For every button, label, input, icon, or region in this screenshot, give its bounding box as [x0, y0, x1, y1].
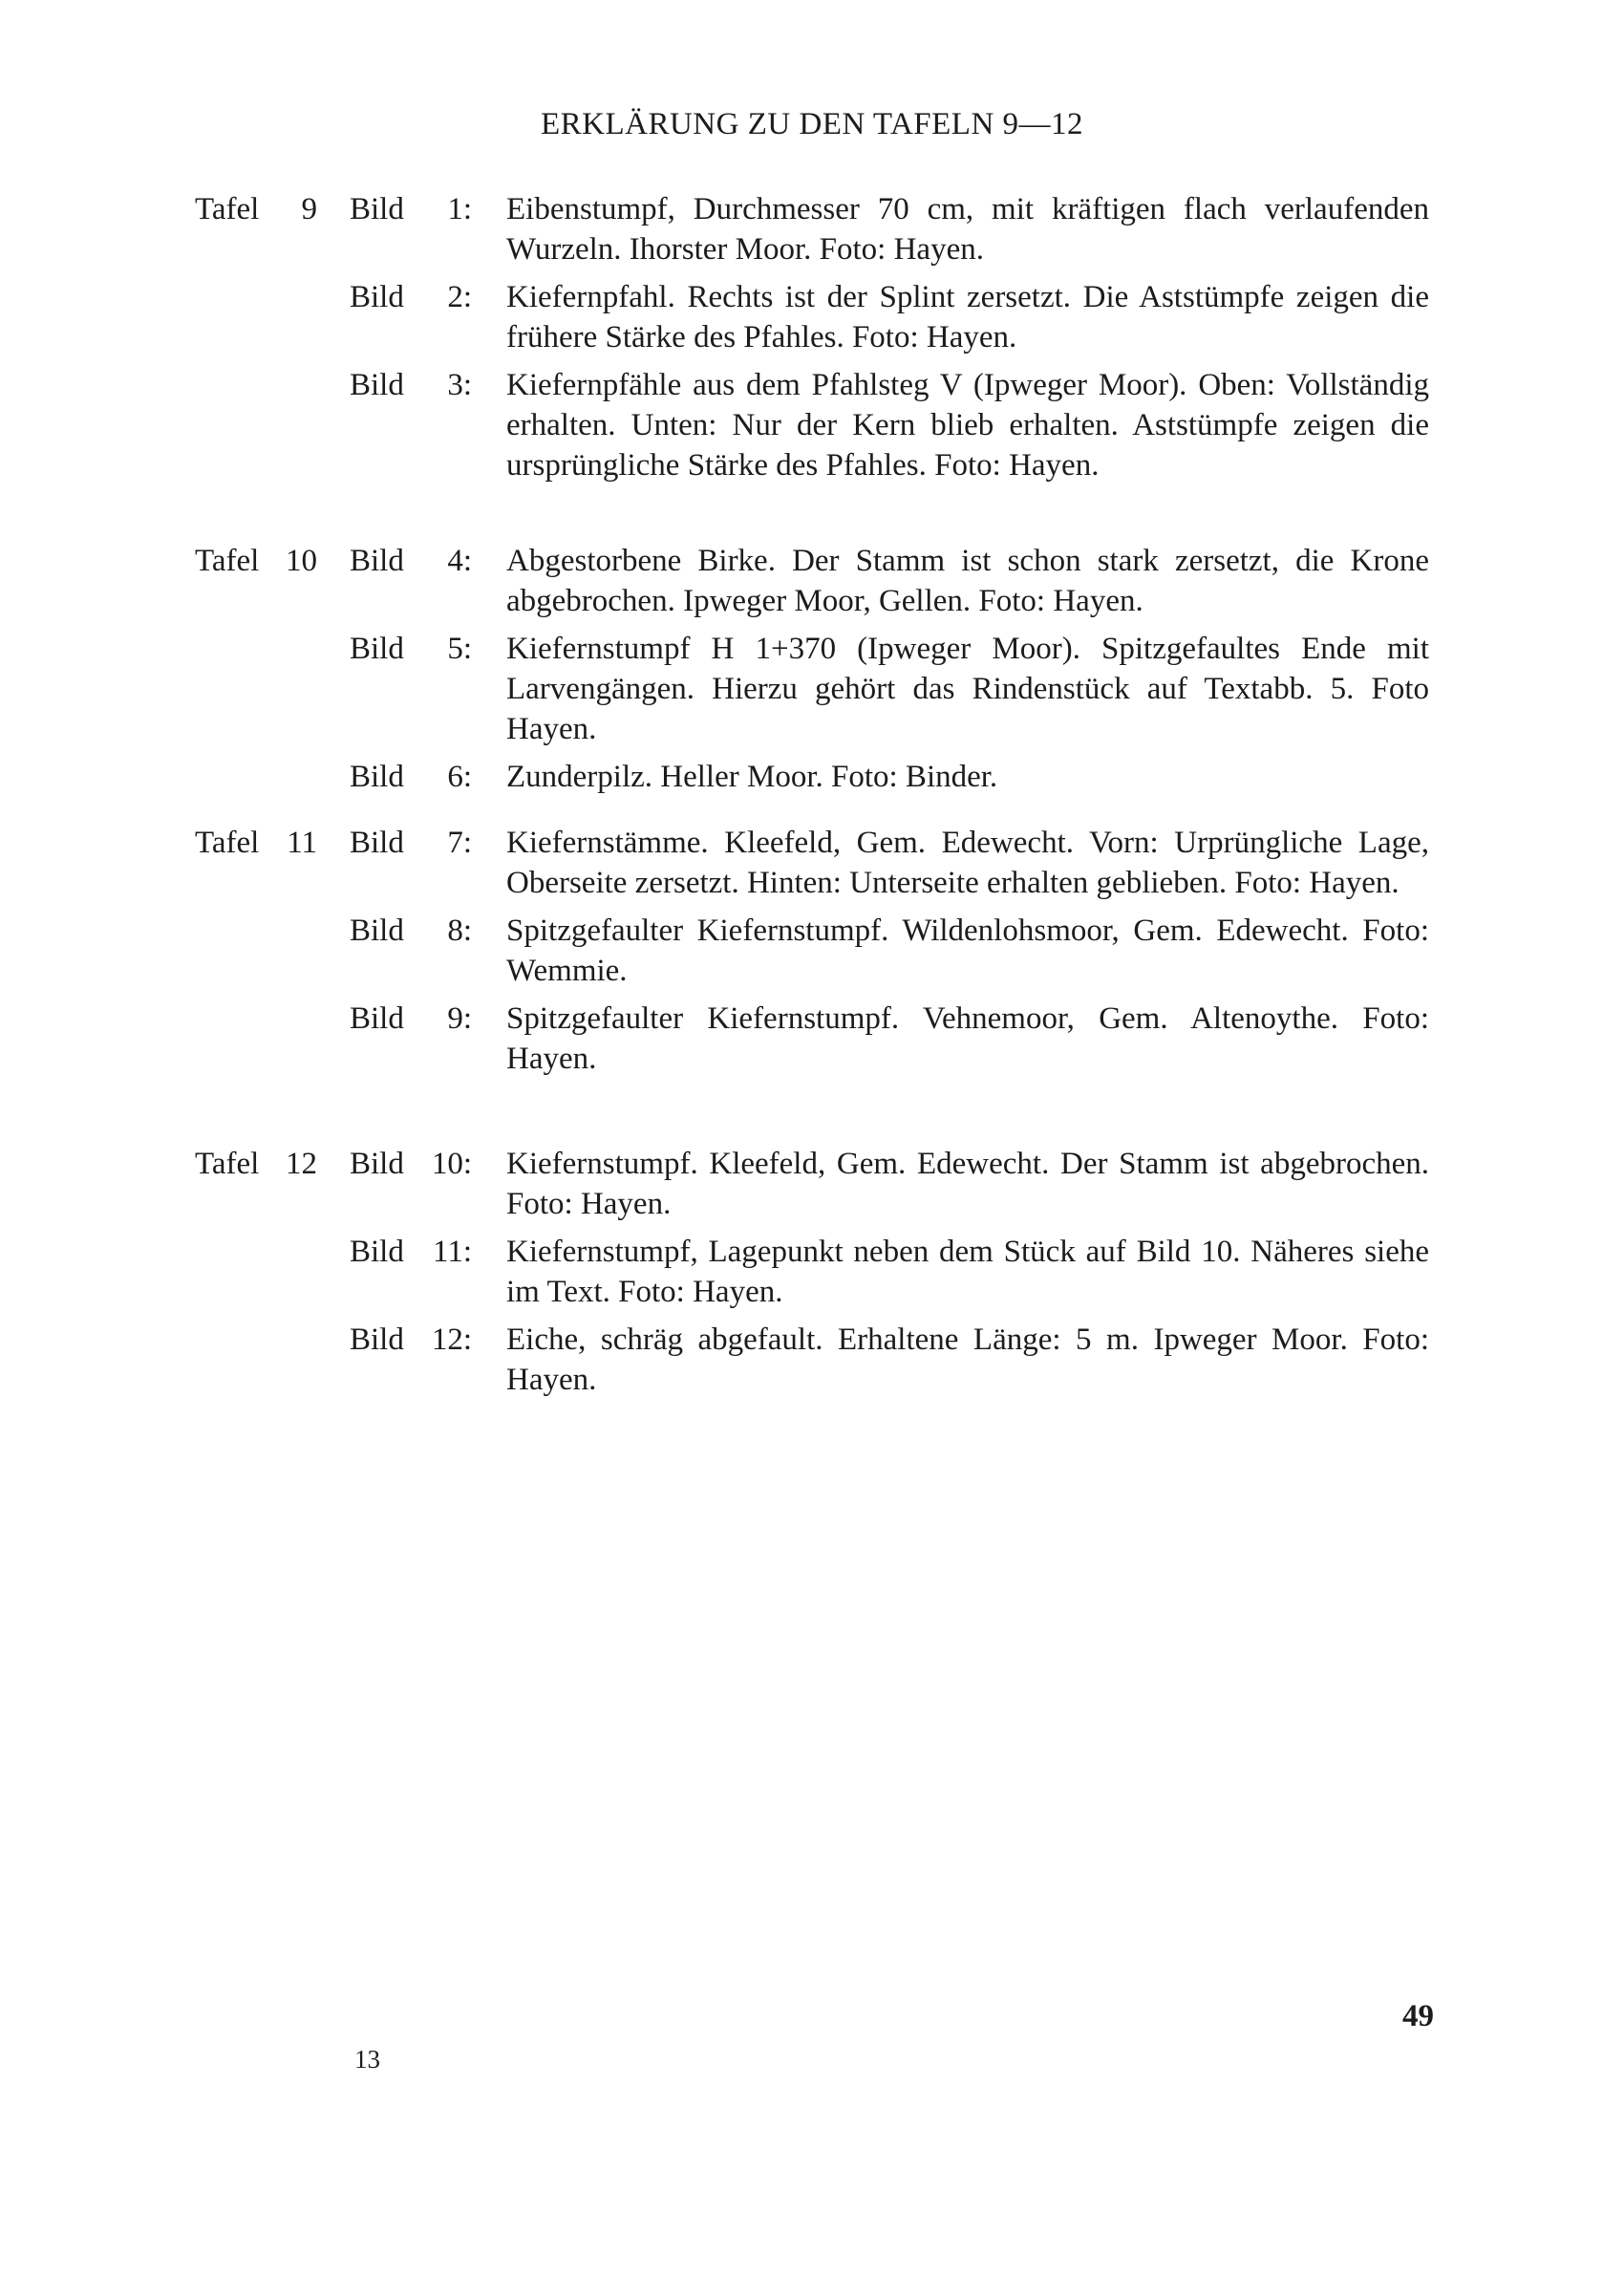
bild-label: Bild	[350, 760, 404, 794]
entry-text: Kiefernstämme. Kleefeld, Gem. Edewecht. Vorn: Urprüngliche Lage, Oberseite zersetzt. Hinten: Unterseite erhalten geblieben. Foto: Hayen.	[506, 826, 1429, 900]
bild-number: 2:	[447, 280, 472, 314]
entry-bild-12	[0, 1320, 1624, 1400]
bild-label: Bild	[350, 544, 404, 578]
entry-text: Eibenstumpf, Durchmesser 70 cm, mit kräftigen flach verlaufenden Wurzeln. Ihorster Moor. Foto: Hayen.	[506, 192, 1429, 267]
tafel-group-9	[0, 189, 1624, 493]
bild-number: 4:	[447, 544, 472, 578]
entry-bild-4	[0, 541, 1624, 621]
entry-text: Kiefernpfähle aus dem Pfahlsteg V (Ipweger Moor). Oben: Vollständig erhalten. Unten: Nur der Kern blieb erhalten. Aststümpfe zeigen die ursprüngliche Stärke des Pfahles. Foto: Hayen.	[506, 368, 1429, 483]
entry-text: Abgestorbene Birke. Der Stamm ist schon stark zersetzt, die Krone abgebrochen. Ipweger Moor, Gellen. Foto: Hayen.	[506, 544, 1429, 618]
entry-text: Eiche, schräg abgefault. Erhaltene Länge: 5 m. Ipweger Moor. Foto: Hayen.	[506, 1322, 1429, 1397]
entry-text: Spitzgefaulter Kiefernstumpf. Wildenlohsmoor, Gem. Edewecht. Foto: Wemmie.	[506, 914, 1429, 988]
entry-bild-1	[0, 189, 1624, 269]
entry-bild-7	[0, 823, 1624, 903]
bild-label: Bild	[350, 1001, 404, 1036]
tafel-number: 10	[286, 544, 317, 578]
entry-bild-8	[0, 911, 1624, 991]
entry-bild-9	[0, 999, 1624, 1079]
entry-bild-11	[0, 1232, 1624, 1312]
bild-label: Bild	[350, 1147, 404, 1181]
tafel-label: Tafel	[195, 1147, 260, 1181]
signature-mark: 13	[354, 2045, 380, 2074]
bild-number: 10:	[431, 1147, 472, 1181]
tafel-group-12	[0, 1144, 1624, 1408]
tafel-label: Tafel	[195, 826, 260, 860]
entry-bild-2	[0, 277, 1624, 357]
bild-label: Bild	[350, 826, 404, 860]
entry-bild-10	[0, 1144, 1624, 1224]
bild-number: 1:	[447, 192, 472, 226]
entry-bild-3	[0, 365, 1624, 485]
bild-label: Bild	[350, 1322, 404, 1357]
tafel-number: 12	[286, 1147, 317, 1181]
bild-number: 5:	[447, 632, 472, 666]
tafel-group-11	[0, 823, 1624, 1086]
tafel-label: Tafel	[195, 192, 260, 226]
entry-bild-5	[0, 629, 1624, 749]
entry-bild-6	[0, 757, 1624, 797]
bild-number: 3:	[447, 368, 472, 402]
bild-label: Bild	[350, 914, 404, 948]
tafel-label: Tafel	[195, 544, 260, 578]
entry-text: Zunderpilz. Heller Moor. Foto: Binder.	[506, 760, 998, 794]
entry-text: Spitzgefaulter Kiefernstumpf. Vehnemoor, Gem. Altenoythe. Foto: Hayen.	[506, 1001, 1429, 1076]
entry-text: Kiefernstumpf. Kleefeld, Gem. Edewecht. Der Stamm ist abgebrochen. Foto: Hayen.	[506, 1147, 1429, 1221]
bild-number: 7:	[447, 826, 472, 860]
entry-text: Kiefernstumpf, Lagepunkt neben dem Stück auf Bild 10. Näheres siehe im Text. Foto: Hayen.	[506, 1235, 1429, 1309]
page-title: ERKLÄRUNG ZU DEN TAFELN 9—12	[540, 107, 1084, 141]
bild-number: 11:	[433, 1235, 472, 1269]
tafel-number: 11	[287, 826, 317, 860]
bild-number: 6:	[447, 760, 472, 794]
entry-text: Kiefernstumpf H 1+370 (Ipweger Moor). Spitzgefaultes Ende mit Larvengängen. Hierzu gehört das Rindenstück auf Textabb. 5. Foto Hayen.	[506, 632, 1429, 746]
bild-number: 8:	[447, 914, 472, 948]
page-number: 49	[1402, 1999, 1434, 2033]
bild-number: 12:	[431, 1322, 472, 1357]
bild-label: Bild	[350, 632, 404, 666]
bild-label: Bild	[350, 192, 404, 226]
tafel-group-10	[0, 541, 1624, 805]
bild-label: Bild	[350, 280, 404, 314]
bild-number: 9:	[447, 1001, 472, 1036]
bild-label: Bild	[350, 1235, 404, 1269]
tafel-number: 9	[301, 192, 317, 226]
bild-label: Bild	[350, 368, 404, 402]
entry-text: Kiefernpfahl. Rechts ist der Splint zersetzt. Die Aststümpfe zeigen die frühere Stärke des Pfahles. Foto: Hayen.	[506, 280, 1429, 355]
